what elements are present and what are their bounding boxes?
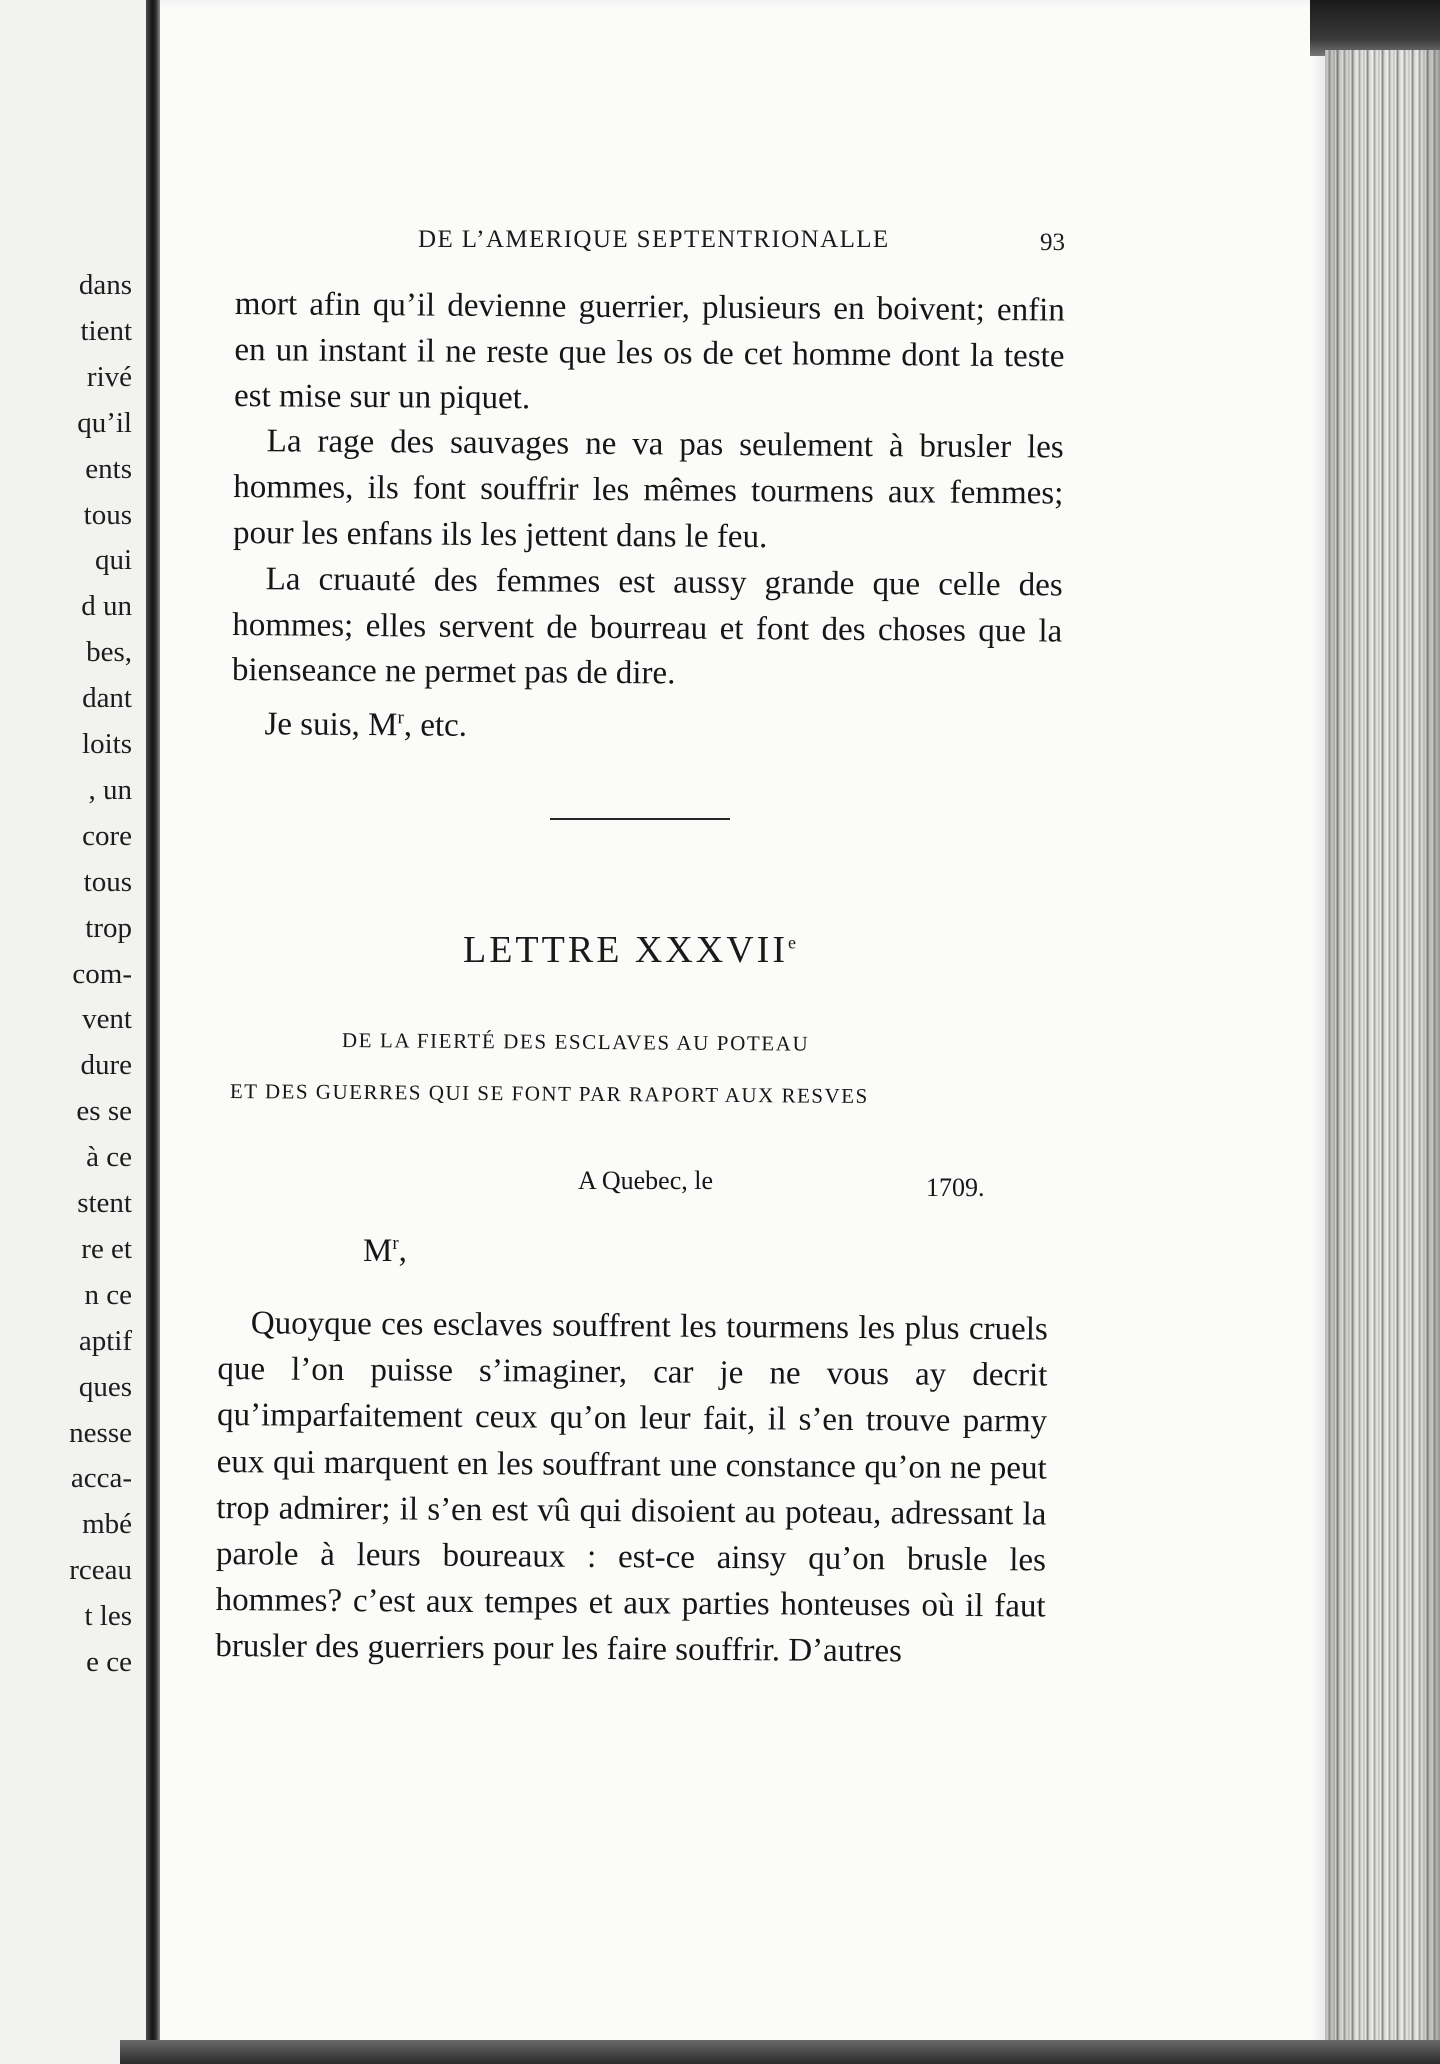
left-page-line: trop [85, 911, 132, 944]
left-page-line: e ce [86, 1646, 132, 1678]
left-page-line: mbé [82, 1508, 132, 1541]
left-page-line: n ce [84, 1278, 132, 1311]
left-page-line: dant [82, 682, 132, 715]
running-head: DE L’AMERIQUE SEPTENTRIONALLE [418, 226, 890, 253]
left-page-line: vent [82, 1003, 132, 1036]
letter-body [215, 1300, 1048, 1676]
book-cover-edge-top [1310, 0, 1440, 56]
closing-superscript: r [397, 707, 404, 729]
continuation-text [231, 282, 1065, 754]
left-page-line: tous [83, 498, 132, 531]
salutation-text: M [363, 1233, 393, 1269]
left-page-line: rceau [69, 1554, 132, 1587]
left-page-line: ques [78, 1370, 132, 1403]
page-number: 93 [1040, 229, 1065, 256]
left-page-line: loits [82, 728, 132, 760]
left-page-line: rivé [86, 360, 132, 393]
left-page-line: ents [85, 452, 132, 485]
letter-title-superscript: e [787, 932, 796, 953]
paragraph: La rage des sauvages ne va pas seulement à brusler les hommes, ils font souffrir les mêmes tourmens aux femmes; pour les enfans ils les jettent dans le feu. [232, 423, 1064, 556]
left-page-line: stent [77, 1187, 132, 1219]
left-page-line: qui [94, 544, 132, 577]
paragraph: mort afin qu’il devienne guerrier, plusieurs en boivent; enfin en un instant il ne reste que les os de cet homme dont la teste est mise sur un piquet. [233, 285, 1065, 416]
left-page-line: d un [81, 590, 132, 623]
left-page-line: tient [80, 314, 132, 347]
left-facing-page [0, 0, 146, 2064]
salutation-superscript: r [392, 1233, 399, 1254]
salutation-comma: , [398, 1233, 407, 1269]
letter-date-year: 1709. [926, 1173, 985, 1202]
left-page-line: dure [80, 1049, 132, 1082]
letter-title-text: LETTRE XXXVII [463, 929, 788, 971]
letter-subtitle-line-1: DE LA FIERTÉ DES ESCLAVES AU POTEAU [341, 1028, 810, 1056]
left-page-line: bes, [86, 636, 132, 669]
left-page-line: re et [81, 1232, 132, 1265]
left-page-line: t les [84, 1600, 132, 1633]
left-page-line: acca- [70, 1462, 132, 1495]
left-page-line: qu’il [77, 406, 132, 439]
letter-title [463, 928, 796, 972]
left-page-line: es se [76, 1095, 132, 1128]
left-page-line: nesse [69, 1416, 132, 1449]
book-gutter [146, 0, 160, 2064]
closing-text: Je suis, M [264, 706, 398, 744]
paragraph: Quoyque ces esclaves souffrent les tourmens les plus cruels que l’on puisse s’imaginer, car je ne vous ay decrit qu’imparfaitement ceux qu’on leur fait, il s’en trouve parmy eux qui marquent en les souffrant une constance qu’on ne peut trop admirer; il s’en est vû qui disoient au poteau, adressant la parole à leurs boureaux : est-ce ainsy qu’on brusle les hommes? c’est aux tempes et aux parties honteuses où il faut brusler des guerriers pour les faire souffrir. D’autres [215, 1305, 1048, 1670]
left-page-line: tous [83, 865, 132, 898]
paragraph: La cruauté des femmes est aussy grande que celle des hommes; elles servent de bourreau et font des choses que la bienseance ne permet pas de dire. [231, 561, 1063, 692]
left-page-line: dans [78, 269, 132, 301]
left-page-line: core [82, 819, 132, 852]
left-page-line: com- [72, 957, 132, 990]
letter-salutation [363, 1233, 407, 1270]
left-page-line: , un [88, 773, 132, 806]
letter-subtitle-line-2: ET DES GUERRES QUI SE FONT PAR RAPORT AUX RESVES [229, 1079, 869, 1109]
section-separator-rule [550, 818, 730, 820]
book-cover-edge-bottom [120, 2040, 1440, 2064]
page-edge-shadow [1325, 50, 1440, 2064]
closing-etc: , etc. [403, 707, 468, 745]
left-page-line: à ce [86, 1141, 132, 1174]
closing-line [231, 694, 1061, 754]
letter-dateline: A Quebec, le [578, 1166, 714, 1195]
left-page-line: aptif [78, 1324, 132, 1357]
